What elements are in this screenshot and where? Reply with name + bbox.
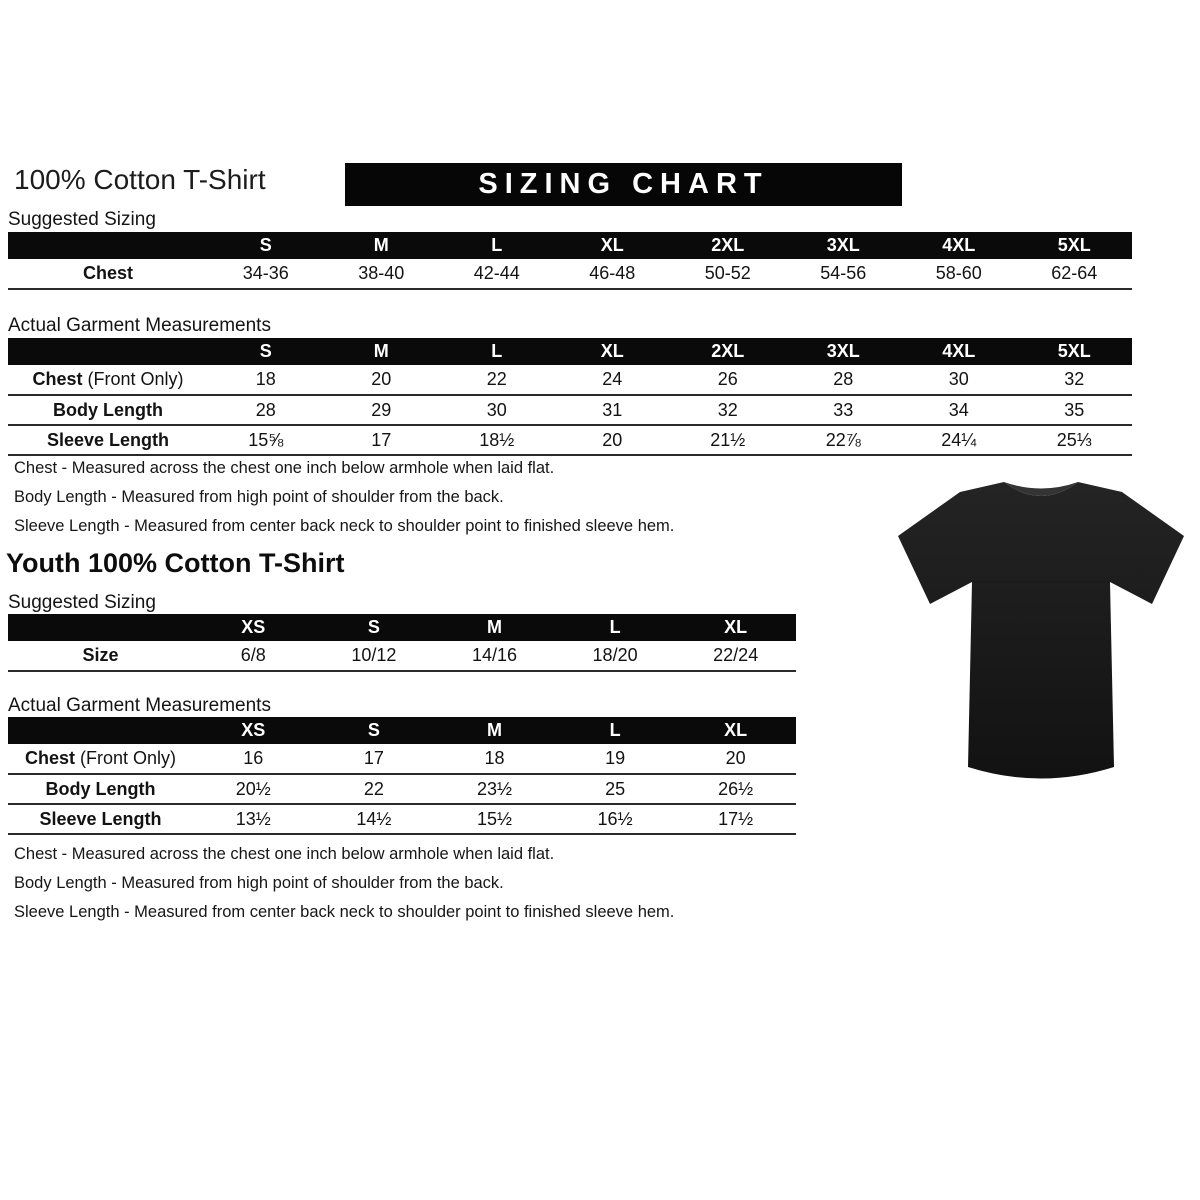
measurement-cell: 24¼ bbox=[901, 425, 1017, 455]
measurement-cell: 22/24 bbox=[675, 641, 796, 671]
measurement-cell: 20 bbox=[675, 744, 796, 774]
size-column-header: M bbox=[324, 232, 440, 259]
measurement-cell: 42-44 bbox=[439, 259, 555, 289]
measurement-cell: 17½ bbox=[675, 804, 796, 834]
size-column-header: M bbox=[434, 717, 555, 744]
measurement-cell: 22 bbox=[314, 774, 435, 804]
size-column-header: S bbox=[314, 614, 435, 641]
size-column-header: S bbox=[314, 717, 435, 744]
size-column-header: 3XL bbox=[786, 338, 902, 365]
measurement-cell: 28 bbox=[786, 365, 902, 395]
size-column-header: XL bbox=[675, 717, 796, 744]
size-column-header: S bbox=[208, 338, 324, 365]
adult-measurement-notes bbox=[14, 459, 934, 546]
row-label: Body Length bbox=[8, 395, 208, 425]
table-row bbox=[8, 259, 1132, 289]
black-tshirt-image bbox=[891, 468, 1191, 818]
youth-actual-measurements-label: Actual Garment Measurements bbox=[8, 695, 271, 716]
row-label: Size bbox=[8, 641, 193, 671]
measurement-cell: 18 bbox=[434, 744, 555, 774]
measurement-cell: 10/12 bbox=[314, 641, 435, 671]
measurement-cell: 28 bbox=[208, 395, 324, 425]
sizing-chart-banner bbox=[345, 163, 902, 206]
note-line: Chest - Measured across the chest one inch below armhole when laid flat. bbox=[14, 845, 555, 863]
table-row bbox=[8, 365, 1132, 395]
measurement-cell: 33 bbox=[786, 395, 902, 425]
adult-actual-measurements-table bbox=[8, 338, 1132, 456]
size-column-header: 2XL bbox=[670, 232, 786, 259]
size-header-row bbox=[8, 232, 1132, 259]
measurement-cell: 62-64 bbox=[1017, 259, 1133, 289]
measurement-cell: 30 bbox=[439, 395, 555, 425]
adult-suggested-sizing-label: Suggested Sizing bbox=[8, 209, 156, 230]
measurement-cell: 23½ bbox=[434, 774, 555, 804]
size-column-header: XL bbox=[555, 232, 671, 259]
table-row bbox=[8, 774, 796, 804]
size-header-row bbox=[8, 717, 796, 744]
size-column-header: L bbox=[439, 338, 555, 365]
size-column-header: 4XL bbox=[901, 338, 1017, 365]
measurement-cell: 21½ bbox=[670, 425, 786, 455]
tshirt-graphic bbox=[891, 468, 1191, 818]
size-column-header: XS bbox=[193, 614, 314, 641]
measurement-cell: 20 bbox=[324, 365, 440, 395]
row-label: Sleeve Length bbox=[8, 425, 208, 455]
adult-section-title: 100% Cotton T-Shirt bbox=[14, 164, 266, 195]
label-column-spacer bbox=[8, 232, 208, 259]
measurement-cell: 24 bbox=[555, 365, 671, 395]
size-column-header: 4XL bbox=[901, 232, 1017, 259]
youth-measurement-notes bbox=[14, 845, 934, 932]
size-column-header: L bbox=[439, 232, 555, 259]
size-column-header: 5XL bbox=[1017, 232, 1133, 259]
note-line: Chest - Measured across the chest one inch below armhole when laid flat. bbox=[14, 459, 555, 477]
table-row bbox=[8, 425, 1132, 455]
label-column-spacer bbox=[8, 614, 193, 641]
size-column-header: M bbox=[324, 338, 440, 365]
note-line: Body Length - Measured from high point of shoulder from the back. bbox=[14, 488, 504, 506]
measurement-cell: 26½ bbox=[675, 774, 796, 804]
youth-section-title: Youth 100% Cotton T-Shirt bbox=[6, 548, 345, 578]
label-column-spacer bbox=[8, 717, 193, 744]
youth-suggested-sizing-table bbox=[8, 614, 796, 672]
row-label: Chest (Front Only) bbox=[8, 744, 193, 774]
measurement-cell: 54-56 bbox=[786, 259, 902, 289]
measurement-cell: 50-52 bbox=[670, 259, 786, 289]
measurement-cell: 30 bbox=[901, 365, 1017, 395]
measurement-cell: 18 bbox=[208, 365, 324, 395]
size-column-header: XL bbox=[555, 338, 671, 365]
measurement-cell: 16½ bbox=[555, 804, 676, 834]
size-header-row bbox=[8, 338, 1132, 365]
table-row bbox=[8, 744, 796, 774]
measurement-cell: 20½ bbox=[193, 774, 314, 804]
note-line: Sleeve Length - Measured from center back neck to shoulder point to finished sleeve hem. bbox=[14, 903, 675, 921]
table-row bbox=[8, 395, 1132, 425]
size-column-header: XL bbox=[675, 614, 796, 641]
measurement-cell: 25⅓ bbox=[1017, 425, 1133, 455]
table-row bbox=[8, 641, 796, 671]
measurement-cell: 18/20 bbox=[555, 641, 676, 671]
adult-actual-measurements-label: Actual Garment Measurements bbox=[8, 315, 271, 336]
measurement-cell: 46-48 bbox=[555, 259, 671, 289]
measurement-cell: 14/16 bbox=[434, 641, 555, 671]
youth-actual-measurements-table bbox=[8, 717, 796, 835]
measurement-cell: 16 bbox=[193, 744, 314, 774]
label-column-spacer bbox=[8, 338, 208, 365]
note-line: Body Length - Measured from high point of shoulder from the back. bbox=[14, 874, 504, 892]
measurement-cell: 32 bbox=[670, 395, 786, 425]
measurement-cell: 17 bbox=[324, 425, 440, 455]
adult-suggested-sizing-table bbox=[8, 232, 1132, 290]
size-column-header: L bbox=[555, 717, 676, 744]
measurement-cell: 34-36 bbox=[208, 259, 324, 289]
measurement-cell: 29 bbox=[324, 395, 440, 425]
measurement-cell: 25 bbox=[555, 774, 676, 804]
size-column-header: 5XL bbox=[1017, 338, 1133, 365]
row-label: Sleeve Length bbox=[8, 804, 193, 834]
measurement-cell: 15½ bbox=[434, 804, 555, 834]
measurement-cell: 35 bbox=[1017, 395, 1133, 425]
size-column-header: XS bbox=[193, 717, 314, 744]
measurement-cell: 22⅞ bbox=[786, 425, 902, 455]
measurement-cell: 17 bbox=[314, 744, 435, 774]
row-label: Chest bbox=[8, 259, 208, 289]
measurement-cell: 6/8 bbox=[193, 641, 314, 671]
size-column-header: S bbox=[208, 232, 324, 259]
size-column-header: 2XL bbox=[670, 338, 786, 365]
measurement-cell: 19 bbox=[555, 744, 676, 774]
measurement-cell: 58-60 bbox=[901, 259, 1017, 289]
table-row bbox=[8, 804, 796, 834]
measurement-cell: 20 bbox=[555, 425, 671, 455]
row-label: Chest (Front Only) bbox=[8, 365, 208, 395]
size-header-row bbox=[8, 614, 796, 641]
row-label: Body Length bbox=[8, 774, 193, 804]
size-column-header: L bbox=[555, 614, 676, 641]
measurement-cell: 26 bbox=[670, 365, 786, 395]
measurement-cell: 38-40 bbox=[324, 259, 440, 289]
youth-suggested-sizing-label: Suggested Sizing bbox=[8, 592, 156, 613]
measurement-cell: 31 bbox=[555, 395, 671, 425]
measurement-cell: 15⅝ bbox=[208, 425, 324, 455]
banner-title: SIZING CHART bbox=[478, 168, 769, 200]
measurement-cell: 14½ bbox=[314, 804, 435, 834]
size-column-header: M bbox=[434, 614, 555, 641]
measurement-cell: 22 bbox=[439, 365, 555, 395]
measurement-cell: 32 bbox=[1017, 365, 1133, 395]
measurement-cell: 13½ bbox=[193, 804, 314, 834]
measurement-cell: 34 bbox=[901, 395, 1017, 425]
note-line: Sleeve Length - Measured from center back neck to shoulder point to finished sleeve hem. bbox=[14, 517, 675, 535]
measurement-cell: 18½ bbox=[439, 425, 555, 455]
size-column-header: 3XL bbox=[786, 232, 902, 259]
